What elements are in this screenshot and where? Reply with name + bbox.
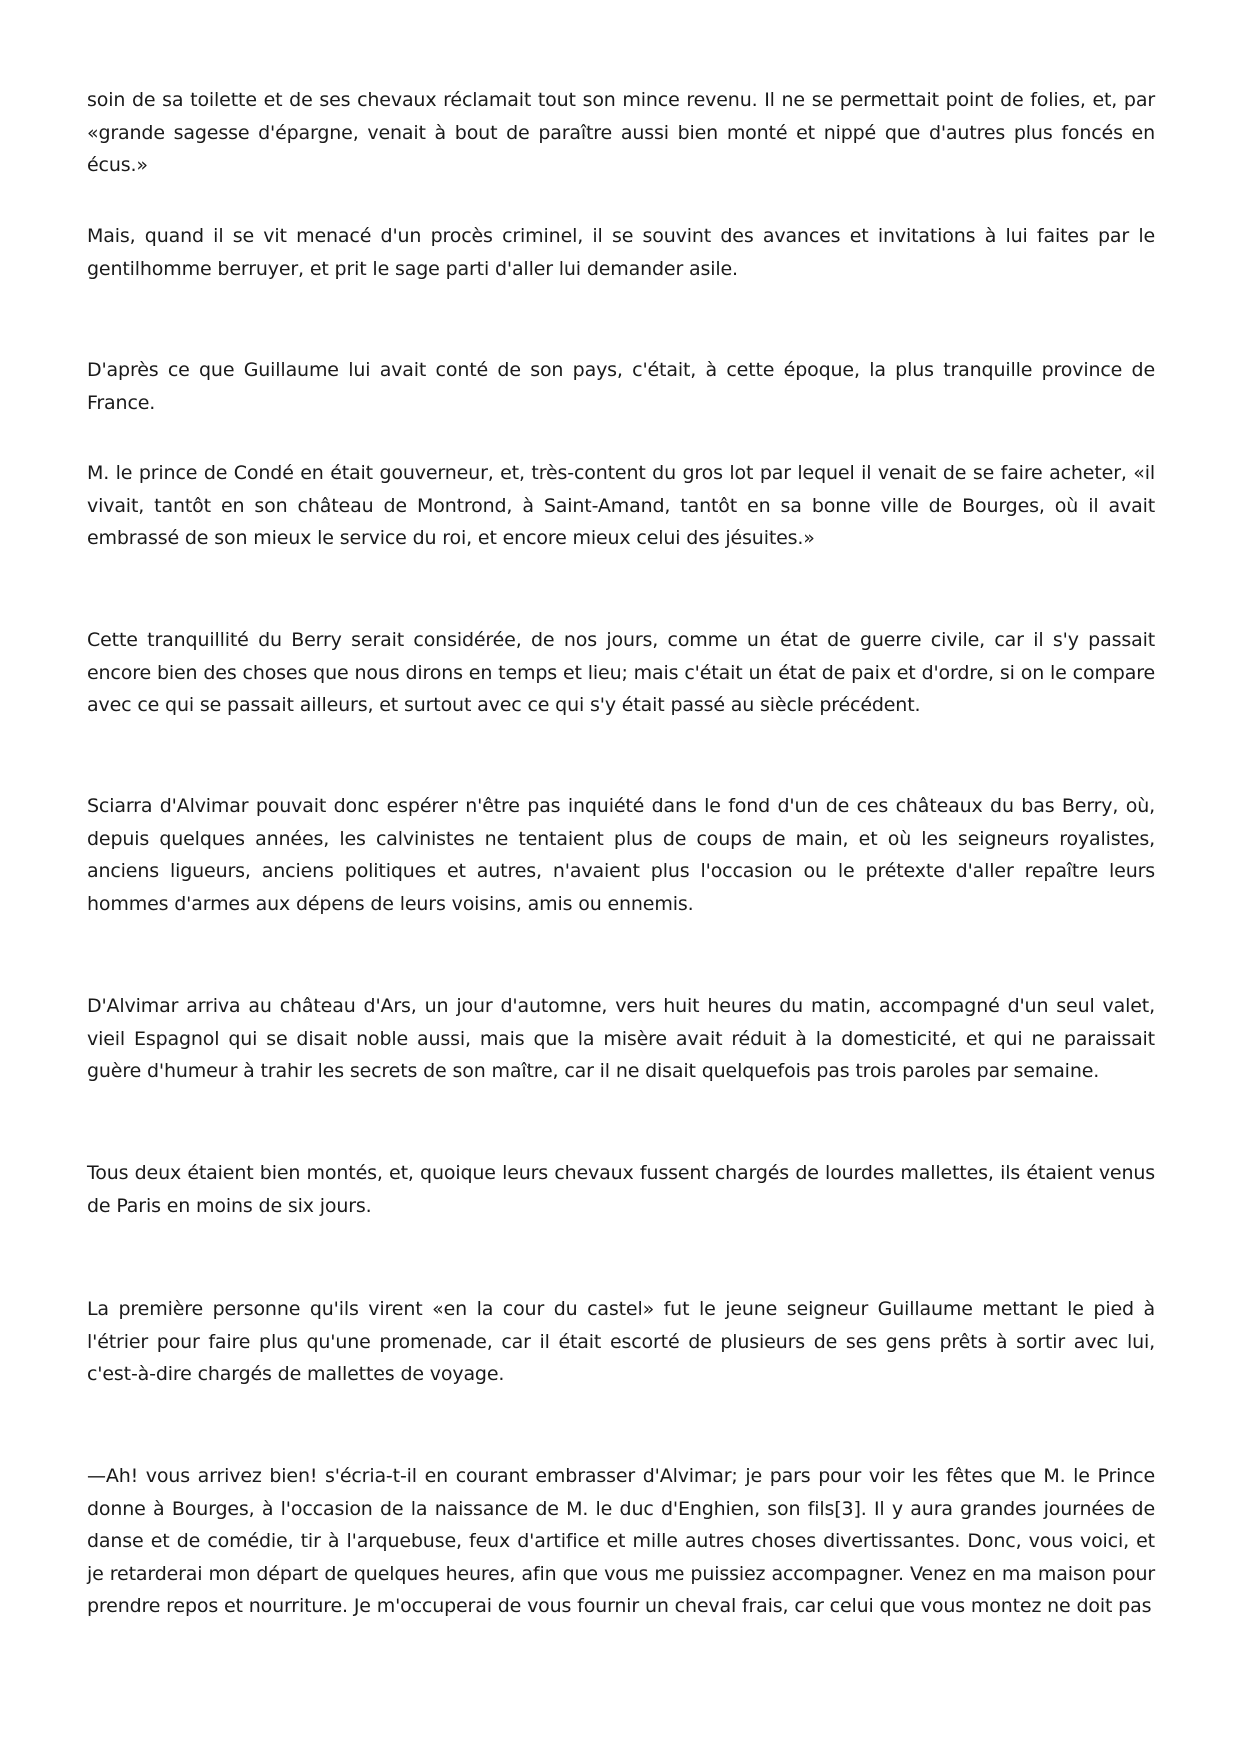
- paragraph-2: Mais, quand il se vit menacé d'un procès criminel, il se souvint des avances et invitations à lui faites par le gentilhomme berruyer, et prit le sage parti d'aller lui demander asile.: [87, 225, 1155, 280]
- paragraph-9: La première personne qu'ils virent «en la cour du castel» fut le jeune seigneur Guillaume mettant le pied à l'étrier pour faire plus qu'une promenade, car il était escorté de plusieurs de ses gens prêts à sortir avec lui, c'est-à-dire chargés de mallettes de voyage.: [87, 1298, 1155, 1385]
- paragraph-8: Tous deux étaient bien montés, et, quoique leurs chevaux fussent chargés de lourdes mallettes, ils étaient venus de Paris en moins de six jours.: [87, 1162, 1155, 1217]
- paragraph-3: D'après ce que Guillaume lui avait conté de son pays, c'était, à cette époque, la plus tranquille province de France.: [87, 359, 1155, 414]
- paragraph-5: Cette tranquillité du Berry serait considérée, de nos jours, comme un état de guerre civile, car il s'y passait encore bien des choses que nous dirons en temps et lieu; mais c'était un état de paix et d'ordre, si on le compare avec ce qui se passait ailleurs, et surtout avec ce qui s'y était passé au siècle précédent.: [87, 629, 1155, 716]
- paragraph-7: D'Alvimar arriva au château d'Ars, un jour d'automne, vers huit heures du matin, accompagné d'un seul valet, vieil Espagnol qui se disait noble aussi, mais que la misère avait réduit à la domesticité, et qui ne paraissait guère d'humeur à trahir les secrets de son maître, car il ne disait quelquefois pas trois paroles par semaine.: [87, 995, 1155, 1082]
- paragraph-4: M. le prince de Condé en était gouverneur, et, très-content du gros lot par lequel il venait de se faire acheter, «il vivait, tantôt en son château de Montrond, à Saint-Amand, tantôt en sa bonne ville de Bourges, où il avait embrassé de son mieux le service du roi, et encore mieux celui des jésuites.»: [87, 462, 1155, 549]
- paragraph-1: soin de sa toilette et de ses chevaux réclamait tout son mince revenu. Il ne se permettait point de folies, et, par «grande sagesse d'épargne, venait à bout de paraître aussi bien monté et nippé que d'autres plus foncés en écus.»: [87, 89, 1155, 176]
- paragraph-6: Sciarra d'Alvimar pouvait donc espérer n'être pas inquiété dans le fond d'un de ces châteaux du bas Berry, où, depuis quelques années, les calvinistes ne tentaient plus de coups de main, et où les seigneurs royalistes, anciens ligueurs, anciens politiques et autres, n'avaient plus l'occasion ou le prétexte d'aller repaître leurs hommes d'armes aux dépens de leurs voisins, amis ou ennemis.: [87, 795, 1155, 915]
- paragraph-10: —Ah! vous arrivez bien! s'écria-t-il en courant embrasser d'Alvimar; je pars pour voir les fêtes que M. le Prince donne à Bourges, à l'occasion de la naissance de M. le duc d'Enghien, son fils[3]. Il y aura grandes journées de danse et de comédie, tir à l'arquebuse, feux d'artifice et mille autres choses divertissantes. Donc, vous voici, et je retarderai mon départ de quelques heures, afin que vous me puissiez accompagner. Venez en ma maison pour prendre repos et nourriture. Je m'occuperai de vous fournir un cheval frais, car celui que vous montez ne doit pas: [87, 1465, 1155, 1617]
